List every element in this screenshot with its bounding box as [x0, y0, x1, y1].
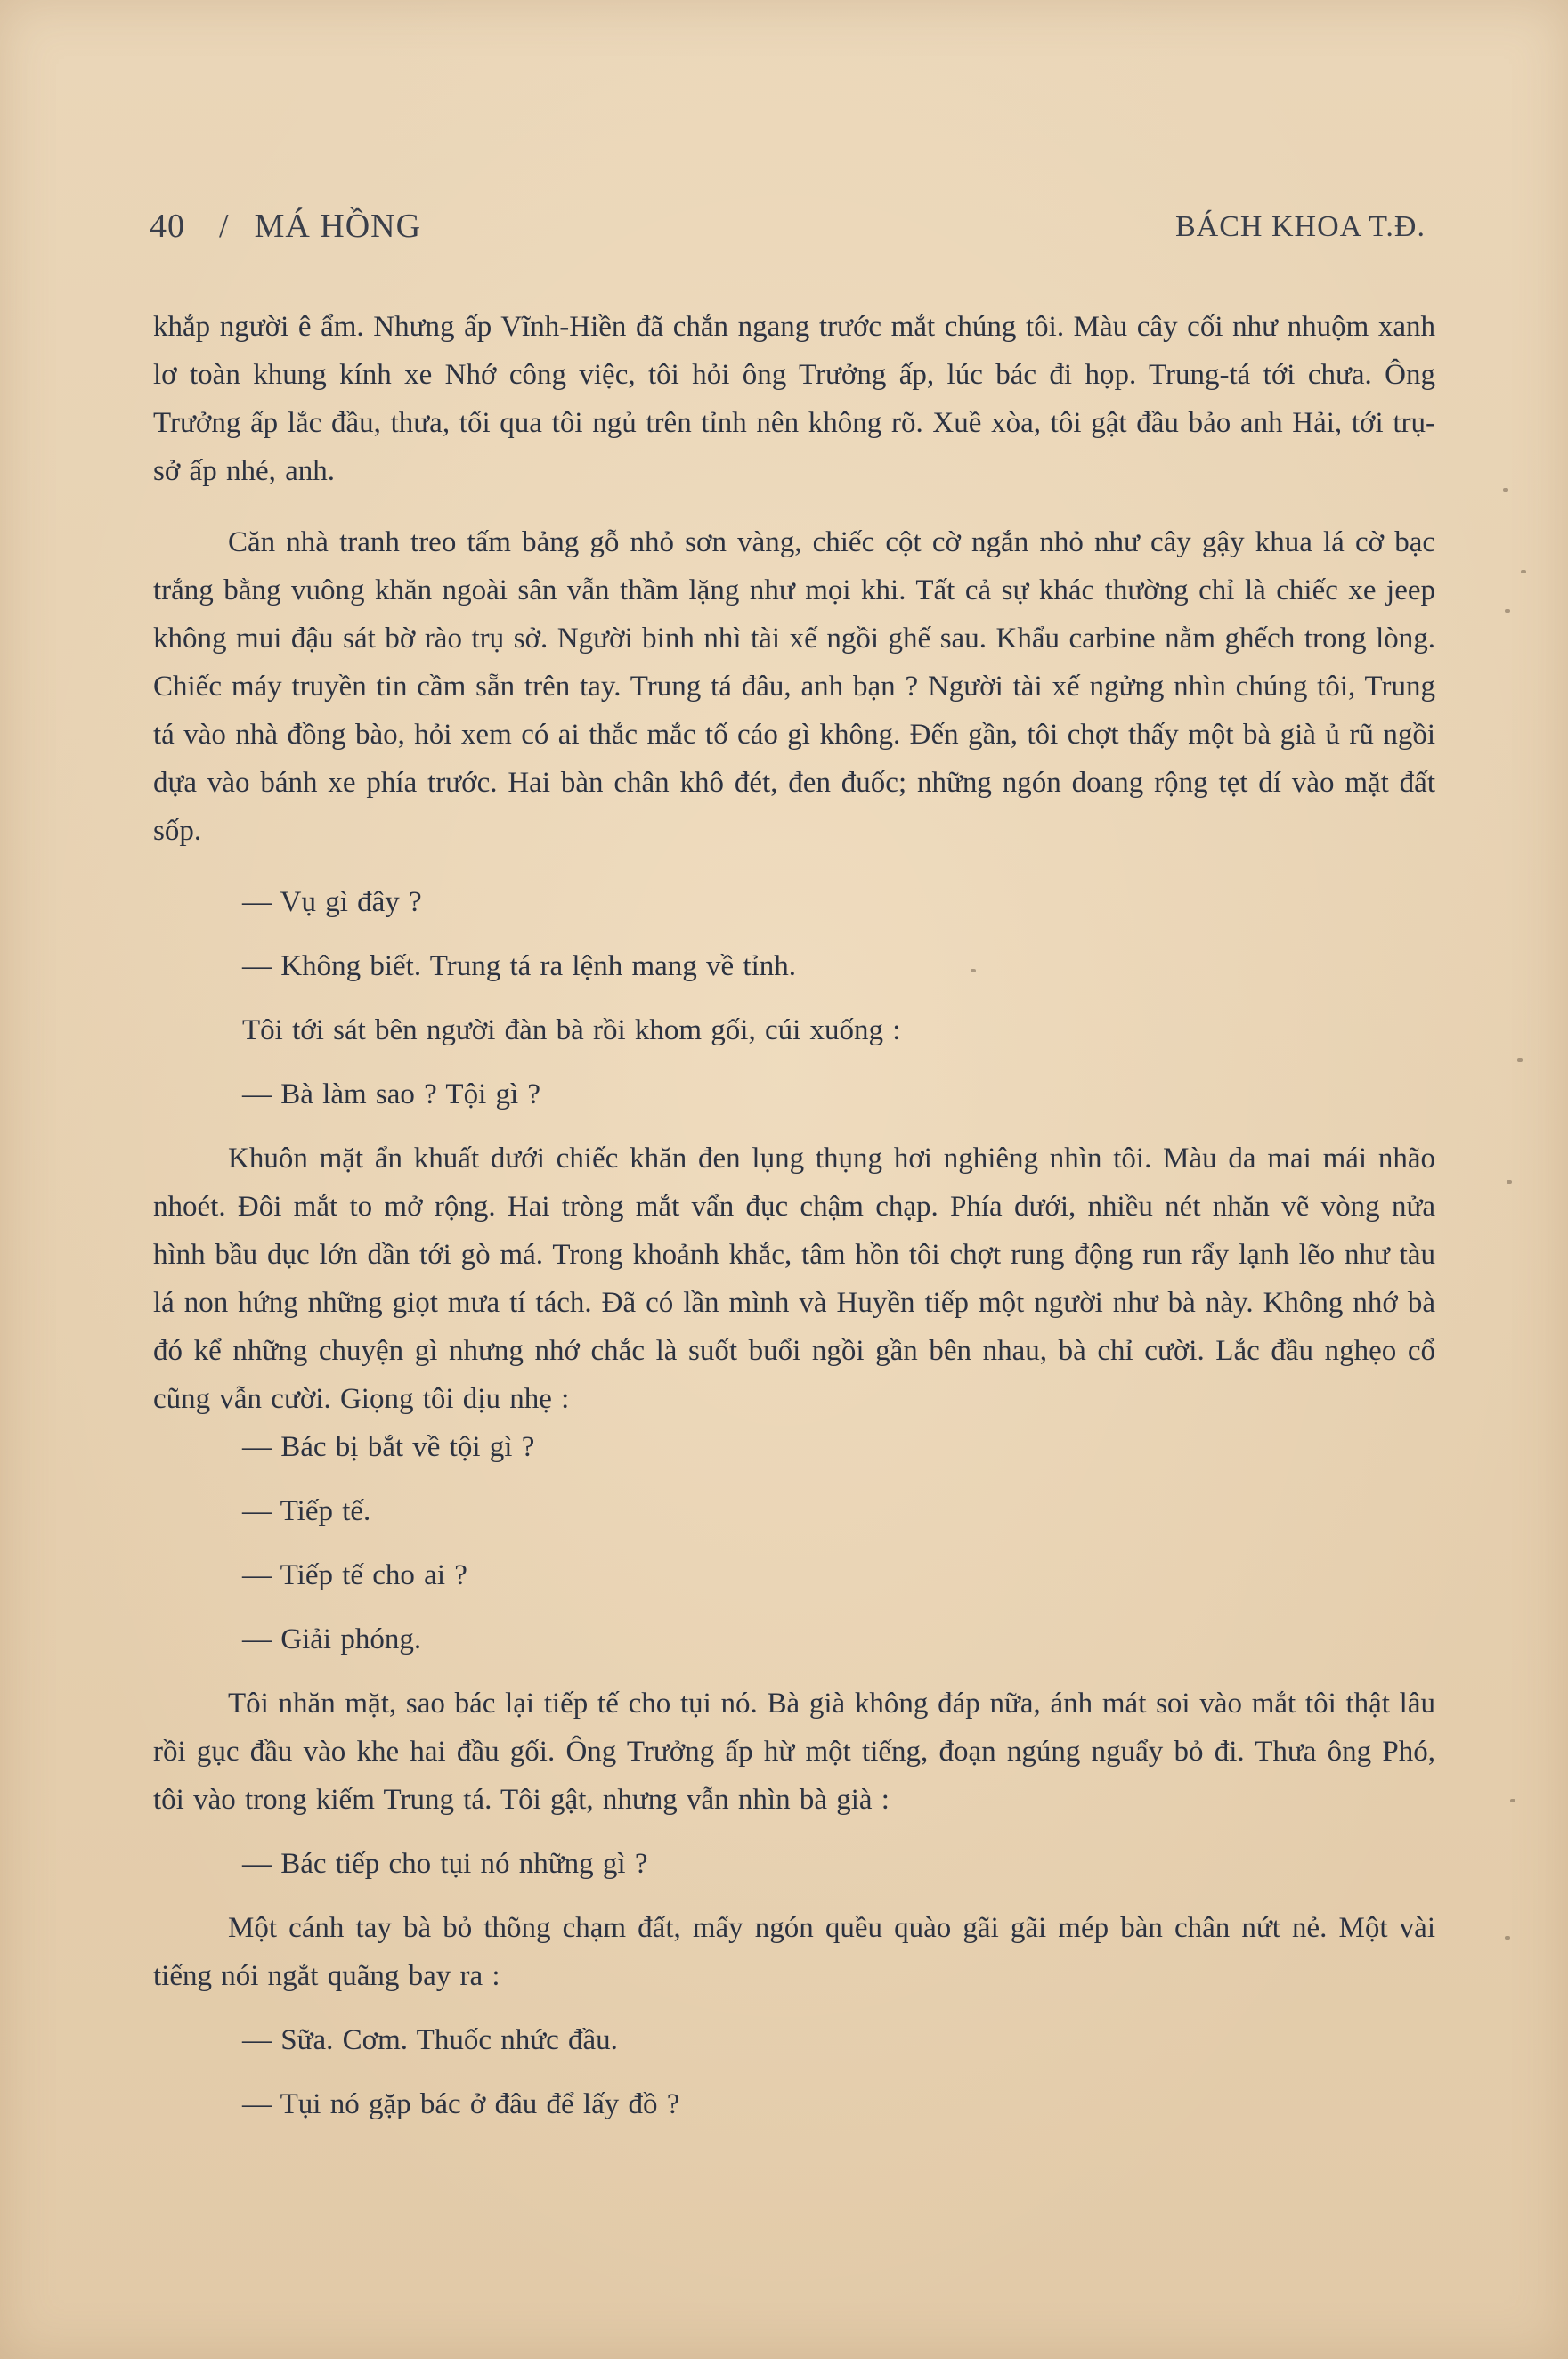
dialogue-line: — Không biết. Trung tá ra lệnh mang về tỉnh.	[242, 950, 797, 982]
dialogue-line: Tôi tới sát bên người đàn bà rồi khom gối, cúi xuống :	[242, 1014, 901, 1046]
dialogue-line: — Vụ gì đây ?	[242, 886, 422, 918]
dialogue-line: — Bác tiếp cho tụi nó những gì ?	[242, 1848, 648, 1880]
paper-speck	[971, 969, 976, 972]
dialogue-line: — Giải phóng.	[242, 1623, 422, 1655]
dialogue-line: — Tụi nó gặp bác ở đâu để lấy đồ ?	[242, 2088, 680, 2120]
paper-speck	[1510, 1799, 1515, 1802]
dialogue-line: — Tiếp tế cho ai ?	[242, 1559, 467, 1591]
paragraph: Căn nhà tranh treo tấm bảng gỗ nhỏ sơn vàng, chiếc cột cờ ngắn nhỏ như cây gậy khua lá cờ bạc trắng bằng vuông khăn ngoài sân vẫn thầm lặng như mọi khi. Tất cả sự khác thường chỉ là chiếc xe jeep không mui đậu sát bờ rào trụ sở. Người binh nhì tài xế ngồi ghế sau. Khẩu carbine nằm ghếch trong lòng. Chiếc máy truyền tin cầm sẵn trên tay. Trung tá đâu, anh bạn ? Người tài xế ngửng nhìn chúng tôi, Trung tá vào nhà đồng bào, hỏi xem có ai thắc mắc tố cáo gì không. Đến gần, tôi chợt thấy một bà già ủ rũ ngồi dựa vào bánh xe phía trước. Hai bàn chân khô đét, đen đuốc; những ngón doang rộng tẹt dí vào mặt đất sốp.	[153, 526, 1435, 847]
dialogue-line: — Tiếp tế.	[242, 1495, 371, 1527]
paragraph: Khuôn mặt ẩn khuất dưới chiếc khăn đen lụng thụng hơi nghiêng nhìn tôi. Màu da mai mái nhão nhoét. Đôi mắt to mở rộng. Hai tròng mắt vẩn đục chậm chạp. Phía dưới, nhiều nét nhăn vẽ vòng nửa hình bầu dục lớn dần tới gò má. Trong khoảnh khắc, tâm hồn tôi chợt rung động run rẩy lạnh lẽo như tàu lá non hứng những giọt mưa tí tách. Đã có lần mình và Huyền tiếp một người như bà này. Không nhớ bà đó kể những chuyện gì nhưng nhớ chắc là suốt buổi ngồi gần bên nhau, bà chỉ cười. Lắc đầu nghẹo cổ cũng vẫn cười. Giọng tôi dịu nhẹ :	[153, 1143, 1435, 1415]
paragraph: Một cánh tay bà bỏ thõng chạm đất, mấy ngón quều quào gãi gãi mép bàn chân nứt nẻ. Một vài tiếng nói ngắt quãng bay ra :	[153, 1912, 1435, 1992]
body-text	[153, 303, 1435, 2128]
paper-speck	[1521, 570, 1526, 573]
paragraph: khắp người ê ẩm. Nhưng ấp Vĩnh-Hiền đã chắn ngang trước mắt chúng tôi. Màu cây cối như nhuộm xanh lơ toàn khung kính xe Nhớ công việc, tôi hỏi ông Trưởng ấp, lúc bác đi họp. Trung-tá tới chưa. Ông Trưởng ấp lắc đầu, thưa, tối qua tôi ngủ trên tỉnh nên không rõ. Xuề xòa, tôi gật đầu bảo anh Hải, tới trụ-sở ấp nhé, anh.	[153, 311, 1435, 487]
running-header	[150, 207, 1426, 260]
page-number: 40	[150, 207, 185, 245]
publication-title: BÁCH KHOA T.Đ.	[1175, 210, 1426, 243]
header-left	[150, 207, 421, 246]
paper-speck	[1505, 1936, 1510, 1940]
paper-speck	[1507, 1180, 1512, 1184]
dialogue-line: — Sữa. Cơm. Thuốc nhức đầu.	[242, 2024, 618, 2056]
paper-speck	[1517, 1058, 1523, 1062]
paper-speck	[1505, 609, 1510, 613]
header-separator: /	[219, 207, 230, 245]
dialogue-line: — Bà làm sao ? Tội gì ?	[242, 1078, 541, 1110]
dialogue-line: — Bác bị bắt về tội gì ?	[242, 1431, 535, 1463]
paper-speck	[1503, 488, 1508, 492]
running-title: MÁ HỒNG	[254, 207, 422, 245]
paragraph: Tôi nhăn mặt, sao bác lại tiếp tế cho tụi nó. Bà già không đáp nữa, ánh mát soi vào mắt tôi thật lâu rồi gục đầu vào khe hai đầu gối. Ông Trưởng ấp hừ một tiếng, đoạn ngúng nguẩy bỏ đi. Thưa ông Phó, tôi vào trong kiếm Trung tá. Tôi gật, nhưng vẫn nhìn bà già :	[153, 1688, 1435, 1816]
